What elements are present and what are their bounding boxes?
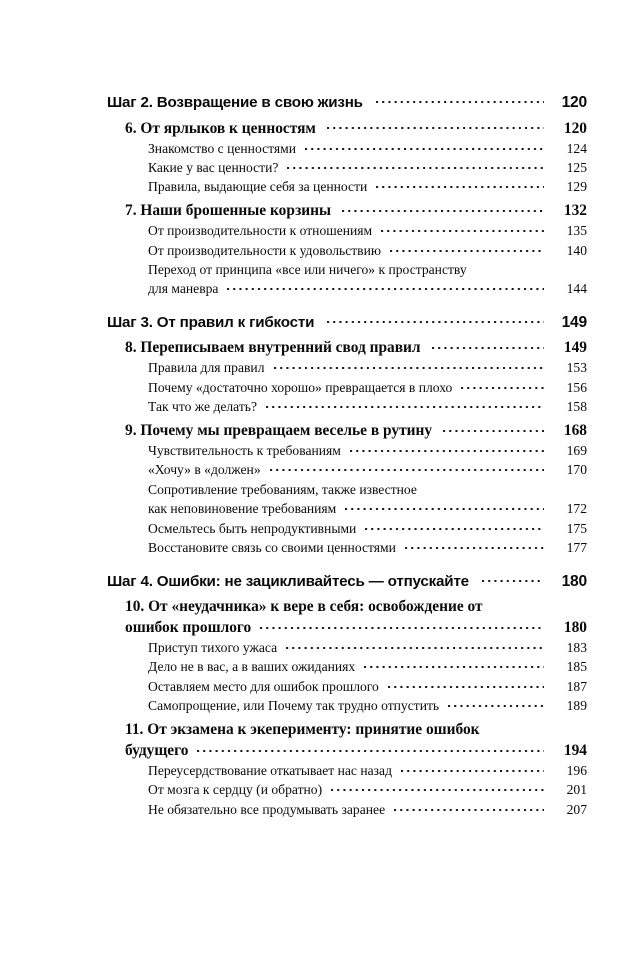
sub-entry-label: Дело не в вас, а в ваших ожиданиях	[148, 659, 356, 675]
sub-entry[interactable]	[148, 780, 587, 799]
sub-entry-page-number: 207	[566, 801, 587, 817]
chapter-entry-page-number: 180	[563, 619, 587, 637]
dot-leader	[286, 638, 544, 652]
sub-entry-label: Чувствительность к требованиям	[148, 443, 341, 458]
chapter-entry-page-number: 168	[563, 422, 587, 439]
dot-leader	[342, 200, 544, 215]
sub-entry[interactable]	[148, 221, 587, 240]
sub-entry[interactable]	[148, 677, 587, 696]
sub-entry[interactable]	[148, 358, 587, 377]
chapter-entry[interactable]	[125, 117, 587, 138]
dot-leader	[287, 158, 544, 172]
sub-entry-page-number: 175	[566, 520, 587, 536]
sub-entry-second-line	[148, 279, 587, 298]
sub-entry[interactable]	[148, 800, 587, 819]
dot-leader	[305, 139, 544, 153]
chapter-entry[interactable]	[125, 200, 587, 221]
step-heading-page-number: 149	[561, 314, 587, 331]
sub-entry-page-number: 177	[566, 540, 587, 556]
sub-entry[interactable]	[148, 241, 587, 260]
sub-entry-page-number: 156	[566, 379, 587, 395]
sub-entry-label: Почему «достаточно хорошо» превращается в плохо	[148, 379, 453, 395]
chapter-entry-label: 11. От экзамена к экеперименту: принятие ошибок	[125, 720, 480, 738]
sub-entry-label: Осмельтесь быть непродуктивными	[148, 520, 357, 536]
chapter-entry-second-line	[125, 617, 587, 638]
dot-leader	[260, 617, 544, 632]
dot-leader	[345, 500, 544, 514]
sub-entry[interactable]	[148, 761, 587, 780]
sub-entry-label: Какие у вас ценности?	[148, 159, 279, 175]
chapter-entry-page-number: 149	[563, 339, 587, 357]
dot-leader	[381, 222, 544, 236]
sub-entry-page-number: 185	[566, 659, 587, 675]
chapter-entry-page-number: 132	[563, 202, 587, 220]
sub-entry-label-continued: как неповиновение требованиям	[148, 501, 337, 517]
sub-entry-page-number: 125	[566, 159, 587, 175]
chapter-entry[interactable]	[125, 719, 587, 761]
step-heading[interactable]	[107, 570, 587, 592]
sub-entry-label: Знакомство с ценностями	[148, 140, 297, 156]
sub-entry-page-number: 187	[566, 678, 587, 694]
sub-entry[interactable]	[148, 139, 587, 158]
dot-leader	[432, 337, 544, 352]
dot-leader	[327, 312, 544, 327]
dot-leader	[327, 117, 544, 132]
sub-entry[interactable]	[148, 696, 587, 715]
sub-entry-label: «Хочу» в «должен»	[148, 462, 261, 478]
dot-leader	[376, 178, 544, 192]
dot-leader	[401, 761, 544, 775]
sub-entry-page-number: 153	[566, 360, 587, 376]
sub-entry-label: Не обязательно все продумывать заранее	[148, 801, 386, 817]
sub-entry-label: Так что же делать?	[148, 399, 258, 415]
sub-entry-page-number: 140	[566, 242, 587, 258]
sub-entry-label: От мозга к сердцу (и обратно)	[148, 782, 323, 798]
chapter-entry-label: 10. От «неудачника» к вере в себя: освобождение от	[125, 597, 483, 615]
step-heading-label: Шаг 4. Ошибки: не зацикливайтесь — отпускайте	[107, 572, 469, 590]
sub-entry-page-number: 169	[566, 443, 587, 458]
dot-leader	[390, 241, 544, 255]
sub-entry[interactable]	[148, 460, 587, 479]
sub-entry-second-line	[148, 499, 587, 518]
sub-entry-label: Восстановите связь со своими ценностями	[148, 540, 396, 556]
dot-leader	[274, 359, 545, 373]
dot-leader	[394, 800, 544, 814]
sub-entry-label: Сопротивление требованиям, также известное	[148, 481, 417, 497]
chapter-entry-label: 7. Наши брошенные корзины	[125, 202, 332, 220]
sub-entry-page-number: 196	[566, 763, 587, 779]
dot-leader	[270, 461, 544, 475]
dot-leader	[266, 398, 544, 412]
sub-entry-page-number: 124	[566, 140, 587, 156]
spacer	[107, 557, 587, 570]
dot-leader	[448, 697, 544, 711]
dot-leader	[443, 420, 544, 435]
dot-leader	[197, 740, 544, 755]
chapter-entry[interactable]	[125, 420, 587, 441]
dot-leader	[227, 280, 544, 294]
chapter-entry[interactable]	[125, 337, 587, 358]
step-heading-page-number: 120	[561, 94, 587, 112]
sub-entry[interactable]	[148, 158, 587, 177]
chapter-entry-page-number: 194	[563, 742, 587, 760]
dot-leader	[364, 658, 544, 672]
dot-leader	[461, 378, 544, 392]
sub-entry[interactable]	[148, 260, 587, 299]
sub-entry-label: Приступ тихого ужаса	[148, 640, 278, 656]
sub-entry-page-number: 144	[566, 281, 587, 297]
chapter-entry-label-continued: будущего	[125, 742, 189, 760]
sub-entry[interactable]	[148, 638, 587, 657]
step-heading[interactable]	[107, 312, 587, 334]
sub-entry-label: От производительности к удовольствию	[148, 242, 382, 258]
dot-leader	[405, 538, 544, 552]
spacer	[107, 299, 587, 312]
dot-leader	[365, 519, 544, 533]
sub-entry-page-number: 158	[566, 399, 587, 415]
sub-entry-label: Самопрощение, или Почему так трудно отпустить	[148, 698, 440, 714]
sub-entry[interactable]	[148, 177, 587, 196]
sub-entry-label: Переход от принципа «все или ничего» к пространству	[148, 262, 467, 277]
dot-leader	[331, 781, 544, 795]
sub-entry-page-number: 170	[566, 462, 587, 478]
chapter-entry-label-continued: ошибок прошлого	[125, 619, 252, 637]
sub-entry[interactable]	[148, 480, 587, 519]
sub-entry[interactable]	[148, 441, 587, 460]
dot-leader	[376, 92, 544, 107]
chapter-entry-label: 8. Переписываем внутренний свод правил	[125, 339, 421, 357]
sub-entry-label: Оставляем место для ошибок прошлого	[148, 678, 379, 694]
sub-entry[interactable]	[148, 378, 587, 397]
sub-entry-page-number: 135	[566, 223, 587, 239]
dot-leader	[388, 677, 544, 691]
chapter-entry-second-line	[125, 740, 587, 761]
sub-entry-label: Переусердствование откатывает нас назад	[148, 763, 392, 779]
sub-entry-page-number: 201	[566, 782, 587, 798]
chapter-entry-label: 6. От ярлыков к ценностям	[125, 119, 316, 137]
sub-entry-page-number: 189	[566, 698, 587, 714]
sub-entry-page-number: 183	[566, 640, 587, 656]
sub-entry-page-number: 129	[566, 179, 587, 195]
step-heading[interactable]	[107, 92, 587, 114]
sub-entry-label: Правила для правил	[148, 360, 265, 376]
chapter-entry-label: 9. Почему мы превращаем веселье в рутину	[125, 422, 433, 439]
sub-entry-label-continued: для маневра	[148, 281, 219, 297]
sub-entry-page-number: 172	[566, 501, 587, 517]
sub-entry-label: Правила, выдающие себя за ценности	[148, 179, 368, 195]
chapter-entry-page-number: 120	[563, 119, 587, 137]
sub-entry[interactable]	[148, 538, 587, 557]
chapter-entry[interactable]	[125, 596, 587, 638]
sub-entry[interactable]	[148, 657, 587, 676]
sub-entry-label: От производительности к отношениям	[148, 223, 373, 239]
sub-entry[interactable]	[148, 397, 587, 416]
step-heading-label: Шаг 2. Возвращение в свою жизнь	[107, 94, 363, 112]
dot-leader	[350, 441, 544, 455]
sub-entry[interactable]	[148, 519, 587, 538]
table-of-contents	[107, 92, 587, 819]
dot-leader	[482, 570, 544, 585]
step-heading-page-number: 180	[561, 572, 587, 590]
step-heading-label: Шаг 3. От правил к гибкости	[107, 314, 315, 331]
